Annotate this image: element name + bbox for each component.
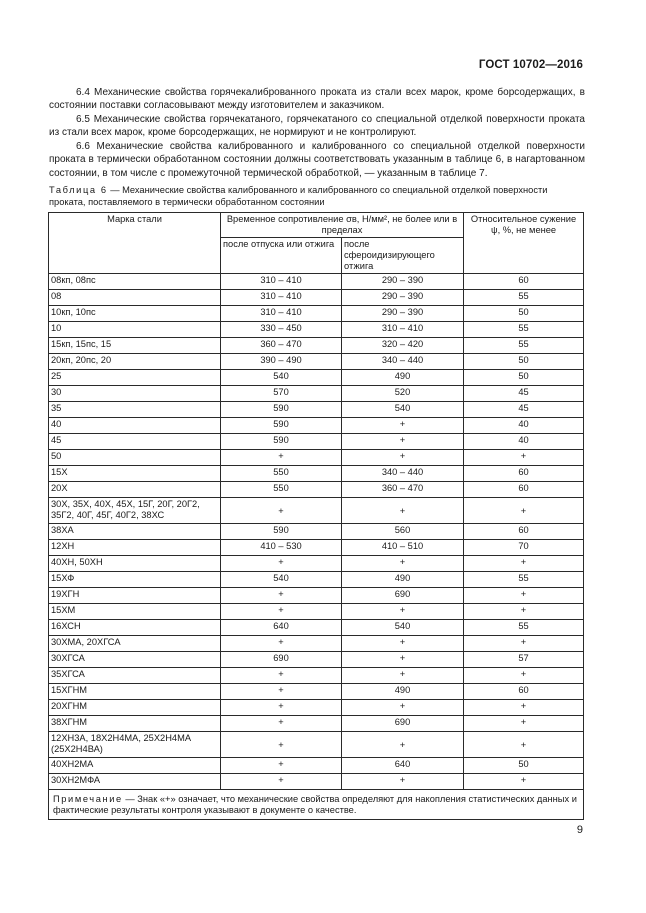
table-row xyxy=(49,652,584,668)
paragraph-6-6: 6.6 Механические свойства калиброванного и калиброванного со специальной отделкой поверхности проката в термически обработанном состоянии должны соответствовать указанным в таблице 6, в нагартованном состоянии, в том числе с промежуточной термической обработкой, — указанным в таблице 7. xyxy=(49,141,585,179)
cell-after-spheroid: 340 – 440 xyxy=(342,466,464,482)
table-row xyxy=(49,524,584,540)
cell-after-temper: + xyxy=(221,668,342,684)
cell-grade: 30ХМА, 20ХГСА xyxy=(49,636,221,652)
cell-grade: 45 xyxy=(49,434,221,450)
cell-reduction: 55 xyxy=(464,322,584,338)
cell-grade: 25 xyxy=(49,370,221,386)
table-row xyxy=(49,402,584,418)
cell-reduction: 55 xyxy=(464,572,584,588)
cell-reduction: 45 xyxy=(464,402,584,418)
table-caption-text: — Механические свойства калиброванного и калиброванного со специальной отделкой поверхности проката, поставляемого в термически обработанном состоянии xyxy=(49,185,548,207)
table-row xyxy=(49,338,584,354)
cell-after-spheroid: 340 – 440 xyxy=(342,354,464,370)
cell-reduction: 55 xyxy=(464,620,584,636)
cell-reduction: + xyxy=(464,700,584,716)
cell-grade: 20Х xyxy=(49,482,221,498)
header-reduction: Относительное сужение ψ, %, не менее xyxy=(464,213,584,274)
cell-after-spheroid: 640 xyxy=(342,758,464,774)
cell-after-temper: + xyxy=(221,556,342,572)
table-row xyxy=(49,466,584,482)
cell-after-spheroid: 410 – 510 xyxy=(342,540,464,556)
table-row xyxy=(49,716,584,732)
cell-after-temper: 310 – 410 xyxy=(221,290,342,306)
page-number: 9 xyxy=(576,824,583,836)
table-row xyxy=(49,604,584,620)
cell-grade: 10кп, 10пс xyxy=(49,306,221,322)
cell-after-temper: 330 – 450 xyxy=(221,322,342,338)
table-row xyxy=(49,540,584,556)
cell-after-spheroid: 490 xyxy=(342,572,464,588)
cell-after-temper: + xyxy=(221,716,342,732)
cell-after-spheroid: + xyxy=(342,450,464,466)
table-row xyxy=(49,306,584,322)
cell-reduction: 50 xyxy=(464,306,584,322)
cell-after-temper: + xyxy=(221,636,342,652)
cell-after-temper: 410 – 530 xyxy=(221,540,342,556)
cell-reduction: 55 xyxy=(464,290,584,306)
table-row xyxy=(49,668,584,684)
cell-grade: 30ХН2МФА xyxy=(49,774,221,790)
cell-after-temper: + xyxy=(221,700,342,716)
document-code: ГОСТ 10702—2016 xyxy=(478,59,583,71)
cell-reduction: 60 xyxy=(464,482,584,498)
cell-grade: 08 xyxy=(49,290,221,306)
table-row xyxy=(49,274,584,290)
cell-after-spheroid: + xyxy=(342,498,464,524)
cell-reduction: + xyxy=(464,556,584,572)
cell-reduction: 45 xyxy=(464,386,584,402)
cell-reduction: 40 xyxy=(464,418,584,434)
cell-after-temper: 540 xyxy=(221,572,342,588)
table-row xyxy=(49,588,584,604)
cell-grade: 35ХГСА xyxy=(49,668,221,684)
cell-grade: 15ХГНМ xyxy=(49,684,221,700)
header-after-spheroid: после сфероидизирующего отжига xyxy=(342,238,464,274)
cell-after-temper: 550 xyxy=(221,466,342,482)
cell-grade: 40ХН, 50ХН xyxy=(49,556,221,572)
cell-after-spheroid: + xyxy=(342,668,464,684)
cell-after-temper: 390 – 490 xyxy=(221,354,342,370)
table-row xyxy=(49,386,584,402)
cell-reduction: + xyxy=(464,604,584,620)
mechanical-properties-table xyxy=(48,212,584,820)
table-row xyxy=(49,498,584,524)
cell-reduction: + xyxy=(464,636,584,652)
paragraph-6-5: 6.5 Механические свойства горячекатаного, горячекатаного со специальной отделкой поверхности проката из стали всех марок, кроме борсодержащих, не нормируют и не контролируют. xyxy=(49,114,585,139)
cell-grade: 16ХСН xyxy=(49,620,221,636)
cell-reduction: 60 xyxy=(464,466,584,482)
cell-after-temper: 550 xyxy=(221,482,342,498)
cell-after-spheroid: + xyxy=(342,652,464,668)
table-row xyxy=(49,684,584,700)
cell-grade: 20ХГНМ xyxy=(49,700,221,716)
table-row xyxy=(49,758,584,774)
cell-reduction: 60 xyxy=(464,524,584,540)
cell-after-spheroid: + xyxy=(342,604,464,620)
note-text: — Знак «+» означает, что механические свойства определяют для накопления статистических данных и фактические результаты контроля указывают в документе о качестве. xyxy=(53,794,577,815)
header-strength: Временное сопротивление σв, Н/мм², не более или в пределах xyxy=(221,213,464,238)
cell-after-spheroid: + xyxy=(342,434,464,450)
cell-reduction: 55 xyxy=(464,338,584,354)
cell-after-spheroid: + xyxy=(342,732,464,758)
cell-after-spheroid: + xyxy=(342,418,464,434)
table-row xyxy=(49,434,584,450)
cell-after-temper: + xyxy=(221,450,342,466)
cell-after-spheroid: + xyxy=(342,556,464,572)
cell-after-spheroid: 290 – 390 xyxy=(342,290,464,306)
header-after-temper: после отпуска или отжига xyxy=(221,238,342,274)
cell-after-temper: + xyxy=(221,498,342,524)
cell-after-temper: 590 xyxy=(221,418,342,434)
cell-reduction: 57 xyxy=(464,652,584,668)
cell-grade: 15ХФ xyxy=(49,572,221,588)
cell-reduction: + xyxy=(464,668,584,684)
cell-after-temper: 640 xyxy=(221,620,342,636)
cell-grade: 10 xyxy=(49,322,221,338)
cell-after-spheroid: 490 xyxy=(342,370,464,386)
table-row xyxy=(49,450,584,466)
cell-grade: 30Х, 35Х, 40Х, 45Х, 15Г, 20Г, 20Г2, 35Г2, 40Г, 45Г, 40Г2, 38ХС xyxy=(49,498,221,524)
table-row xyxy=(49,572,584,588)
cell-after-spheroid: 360 – 470 xyxy=(342,482,464,498)
table-row xyxy=(49,620,584,636)
cell-reduction: 50 xyxy=(464,370,584,386)
cell-after-temper: + xyxy=(221,758,342,774)
cell-after-spheroid: + xyxy=(342,636,464,652)
table-row xyxy=(49,700,584,716)
cell-after-spheroid: 290 – 390 xyxy=(342,274,464,290)
cell-after-temper: 590 xyxy=(221,434,342,450)
table-row xyxy=(49,370,584,386)
table-row xyxy=(49,732,584,758)
cell-grade: 15ХМ xyxy=(49,604,221,620)
cell-reduction: 60 xyxy=(464,274,584,290)
table-row xyxy=(49,636,584,652)
cell-grade: 20кп, 20пс, 20 xyxy=(49,354,221,370)
cell-reduction: + xyxy=(464,498,584,524)
cell-reduction: + xyxy=(464,588,584,604)
cell-reduction: 70 xyxy=(464,540,584,556)
cell-after-temper: 360 – 470 xyxy=(221,338,342,354)
cell-reduction: 50 xyxy=(464,758,584,774)
cell-grade: 19ХГН xyxy=(49,588,221,604)
cell-grade: 30 xyxy=(49,386,221,402)
table-row xyxy=(49,290,584,306)
table-row xyxy=(49,322,584,338)
cell-reduction: + xyxy=(464,450,584,466)
cell-after-spheroid: 320 – 420 xyxy=(342,338,464,354)
cell-grade: 38ХА xyxy=(49,524,221,540)
cell-after-temper: + xyxy=(221,604,342,620)
table-caption-lead: Таблица 6 xyxy=(49,185,108,195)
cell-after-spheroid: 490 xyxy=(342,684,464,700)
cell-reduction: + xyxy=(464,774,584,790)
cell-after-temper: + xyxy=(221,588,342,604)
cell-after-temper: 590 xyxy=(221,524,342,540)
cell-after-spheroid: 540 xyxy=(342,620,464,636)
table-row xyxy=(49,418,584,434)
cell-after-temper: 690 xyxy=(221,652,342,668)
cell-grade: 12ХН3А, 18Х2Н4МА, 25Х2Н4МА (25Х2Н4ВА) xyxy=(49,732,221,758)
cell-after-temper: 590 xyxy=(221,402,342,418)
cell-grade: 35 xyxy=(49,402,221,418)
cell-reduction: 40 xyxy=(464,434,584,450)
cell-after-temper: 310 – 410 xyxy=(221,274,342,290)
cell-after-spheroid: 310 – 410 xyxy=(342,322,464,338)
cell-after-temper: 310 – 410 xyxy=(221,306,342,322)
cell-grade: 38ХГНМ xyxy=(49,716,221,732)
cell-after-temper: + xyxy=(221,774,342,790)
header-grade: Марка стали xyxy=(49,213,221,274)
table-row xyxy=(49,482,584,498)
table-note xyxy=(49,790,584,820)
cell-after-spheroid: 540 xyxy=(342,402,464,418)
cell-reduction: + xyxy=(464,716,584,732)
cell-grade: 40ХН2МА xyxy=(49,758,221,774)
cell-after-spheroid: + xyxy=(342,700,464,716)
table-caption xyxy=(49,184,585,208)
cell-grade: 15кп, 15пс, 15 xyxy=(49,338,221,354)
table-body xyxy=(49,274,584,790)
cell-after-spheroid: 690 xyxy=(342,588,464,604)
cell-reduction: 50 xyxy=(464,354,584,370)
cell-grade: 15Х xyxy=(49,466,221,482)
cell-reduction: 60 xyxy=(464,684,584,700)
cell-after-spheroid: 690 xyxy=(342,716,464,732)
cell-after-temper: 540 xyxy=(221,370,342,386)
paragraph-6-4: 6.4 Механические свойства горячекалиброванного проката из стали всех марок, кроме борсодержащих, в состоянии поставки согласовывают между изготовителем и заказчиком. xyxy=(49,87,585,112)
cell-after-spheroid: 520 xyxy=(342,386,464,402)
cell-after-spheroid: 290 – 390 xyxy=(342,306,464,322)
cell-grade: 40 xyxy=(49,418,221,434)
cell-after-temper: + xyxy=(221,732,342,758)
table-row xyxy=(49,774,584,790)
cell-grade: 30ХГСА xyxy=(49,652,221,668)
cell-grade: 12ХН xyxy=(49,540,221,556)
cell-after-spheroid: + xyxy=(342,774,464,790)
note-lead: Примечание xyxy=(53,794,123,804)
cell-grade: 50 xyxy=(49,450,221,466)
cell-after-spheroid: 560 xyxy=(342,524,464,540)
cell-reduction: + xyxy=(464,732,584,758)
cell-after-temper: + xyxy=(221,684,342,700)
table-row xyxy=(49,556,584,572)
table-row xyxy=(49,354,584,370)
cell-grade: 08кп, 08пс xyxy=(49,274,221,290)
cell-after-temper: 570 xyxy=(221,386,342,402)
